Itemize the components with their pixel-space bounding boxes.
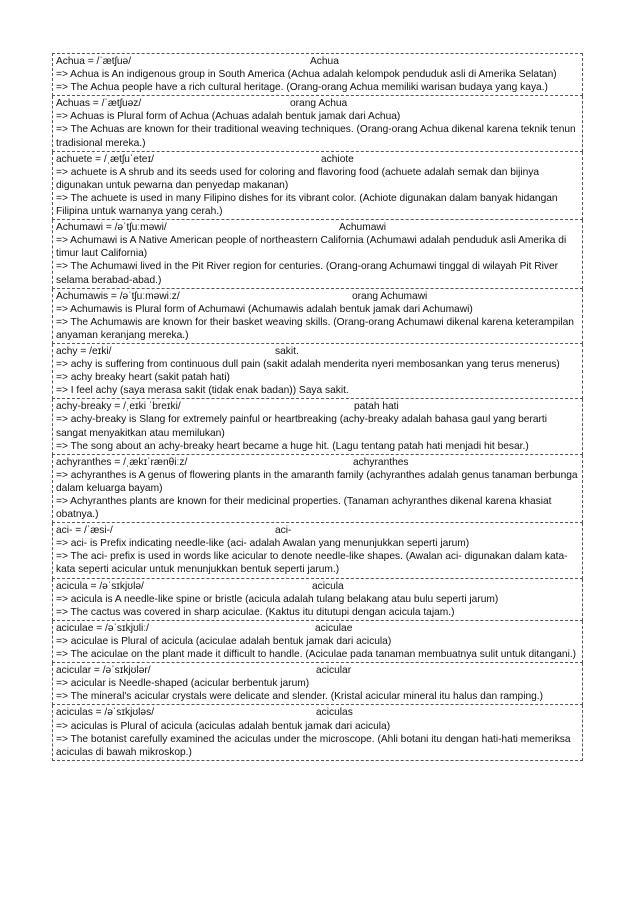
translation: acicular — [316, 665, 352, 677]
definition-line: => The Achumawi lived in the Pit River region for centuries. (Orang-orang Achumawi tinggal di wilayah Pit River selama berabad-abad.) — [56, 261, 559, 286]
headword: achy = /eɪki/ — [56, 345, 112, 357]
definition-line: => aci- is Prefix indicating needle-like (aci- adalah Awalan yang menunjukkan seperti jarum) — [56, 538, 470, 550]
dictionary-entry — [52, 399, 583, 454]
definition-line: => The cactus was covered in sharp aciculae. (Kaktus itu ditutupi dengan acicula tajam.) — [56, 606, 455, 618]
entry-header — [56, 664, 580, 677]
definition-line: => acicular is Needle-shaped (acicular berbentuk jarum) — [56, 678, 310, 690]
definition-line: => aciculas is Plural of acicula (aciculas adalah bentuk jamak dari acicula) — [56, 720, 391, 732]
definition-line: => The song about an achy-breaky heart became a huge hit. (Lagu tentang patah hati menjadi hit besar.) — [56, 440, 529, 452]
dictionary-sheet — [52, 53, 583, 761]
entry-header — [56, 221, 580, 234]
translation: patah hati — [354, 401, 399, 413]
entry-header — [56, 55, 580, 68]
dictionary-entry — [52, 663, 583, 705]
definition-line: => achuete is A shrub and its seeds used for coloring and flavoring food (achuete adalah semak dan bijinya digunakan untuk pewarna dan penyedap makanan) — [56, 166, 540, 191]
headword: aciculas = /əˈsɪkjʊləs/ — [56, 707, 155, 719]
definition-line: => The aciculae on the plant made it difficult to handle. (Aciculae pada tanaman membuatnya sulit untuk ditangani.) — [56, 649, 577, 661]
entry-header — [56, 153, 580, 166]
headword: aciculae = /əˈsɪkjʊliː/ — [56, 622, 149, 634]
headword: Achumawi = /əˈtʃuːməwi/ — [56, 222, 167, 234]
definition-line: => The Achumawis are known for their basket weaving skills. (Orang-orang Achumawi dikenal karena keterampilan anyaman keranjang mereka.) — [56, 316, 574, 341]
entry-header — [56, 97, 580, 110]
entry-header — [56, 706, 580, 719]
dictionary-entry — [52, 152, 583, 220]
definition-line: => Achuas is Plural form of Achua (Achuas adalah bentuk jamak dari Achua) — [56, 111, 401, 123]
headword: Achumawis = /əˈtʃuːməwiːz/ — [56, 290, 180, 302]
dictionary-entry — [52, 220, 583, 288]
translation: achiote — [321, 153, 354, 165]
translation: acicula — [312, 580, 344, 592]
definition-line: => Achyranthes plants are known for their medicinal properties. (Tanaman achyranthes dikenal karena khasiat obatnya.) — [56, 496, 552, 521]
definition-line: => The aci- prefix is used in words like acicular to denote needle-like shapes. (Awalan aci- digunakan dalam kata-kata seperti acicular untuk menunjukkan bentuk seperti jarum.) — [56, 551, 568, 576]
definition-line: => The mineral's acicular crystals were delicate and slender. (Kristal acicular mineral itu halus dan ramping.) — [56, 691, 544, 703]
translation: sakit. — [275, 345, 299, 357]
dictionary-entry — [52, 621, 583, 663]
definition-line: => achy breaky heart (sakit patah hati) — [56, 372, 230, 384]
dictionary-entry — [52, 523, 583, 578]
definition-line: => Achumawis is Plural form of Achumawi (Achumawis adalah bentuk jamak dari Achumawi) — [56, 303, 473, 315]
definition-line: => The achuete is used in many Filipino dishes for its vibrant color. (Achiote digunakan dalam banyak hidangan Filipina untuk warnanya yang cerah.) — [56, 192, 558, 218]
translation: orang Achua — [290, 98, 348, 110]
definition-line: => The Achuas are known for their traditional weaving techniques. (Orang-orang Achua dikenal karena teknik tenun tradisional mereka.) — [56, 124, 576, 149]
translation: orang Achumawi — [352, 290, 428, 302]
entry-header — [56, 580, 580, 593]
dictionary-entry — [52, 96, 583, 151]
dictionary-entry — [52, 289, 583, 344]
definition-line: => aciculae is Plural of acicula (aciculae adalah bentuk jamak dari acicula) — [56, 635, 392, 647]
translation: aciculas — [316, 707, 353, 719]
translation: aci- — [275, 525, 292, 537]
headword: Achuas = /ˈætʃuəz/ — [56, 98, 142, 110]
headword: acicular = /əˈsɪkjʊlər/ — [56, 665, 151, 677]
definition-line: => achy-breaky is Slang for extremely painful or heartbreaking (achy-breaky adalah bahasa gaul yang berarti sangat menyakitkan atau memilukan) — [56, 414, 547, 439]
entry-header — [56, 622, 580, 635]
dictionary-entry — [52, 579, 583, 621]
headword: Achua = /ˈætʃuə/ — [56, 56, 132, 67]
translation: Achumawi — [339, 222, 386, 234]
translation: aciculae — [315, 622, 353, 634]
entry-header — [56, 400, 580, 413]
headword: achyranthes = /ˌækɪˈrænθiːz/ — [56, 456, 188, 468]
definition-line: => achy is suffering from continuous dull pain (sakit adalah menderita nyeri membosankan yang terus menerus) — [56, 359, 560, 371]
translation: Achua — [310, 56, 339, 67]
definition-line: => Achua is An indigenous group in South America (Achua adalah kelompok penduduk asli di Amerika Selatan) — [56, 69, 557, 81]
definition-line: => Achumawi is A Native American people of northeastern California (Achumawi adalah penduduk asli Amerika di timur laut California) — [56, 235, 567, 260]
definition-line: => acicula is A needle-like spine or bristle (acicula adalah tulang belakang atau bulu seperti jarum) — [56, 593, 499, 605]
translation: achyranthes — [353, 456, 409, 468]
headword: acicula = /əˈsɪkjʊlə/ — [56, 580, 144, 592]
dictionary-entry — [52, 344, 583, 399]
headword: achy-breaky = /ˌeɪki ˈbreɪki/ — [56, 401, 181, 413]
definition-line: => The Achua people have a rich cultural heritage. (Orang-orang Achua memiliki warisan budaya yang kaya.) — [56, 82, 548, 94]
definition-line: => achyranthes is A genus of flowering plants in the amaranth family (achyranthes adalah genus tanaman berbunga dalam keluarga bayam) — [56, 469, 578, 494]
headword: aci- = /ˈæsi-/ — [56, 525, 113, 537]
definition-line: => The botanist carefully examined the aciculas under the microscope. (Ahli botani itu dengan hati-hati memeriksa aciculas di bawah mikroskop.) — [56, 733, 571, 758]
dictionary-entry — [52, 705, 583, 760]
entry-header — [56, 524, 580, 537]
entry-header — [56, 345, 580, 358]
definition-line: => I feel achy (saya merasa sakit (tidak enak badan)) Saya sakit. — [56, 385, 349, 397]
entry-header — [56, 290, 580, 303]
dictionary-entry — [52, 455, 583, 523]
entry-header — [56, 456, 580, 469]
headword: achuete = /ˌætʃuˈeteɪ/ — [56, 153, 154, 165]
dictionary-entry — [52, 53, 583, 96]
